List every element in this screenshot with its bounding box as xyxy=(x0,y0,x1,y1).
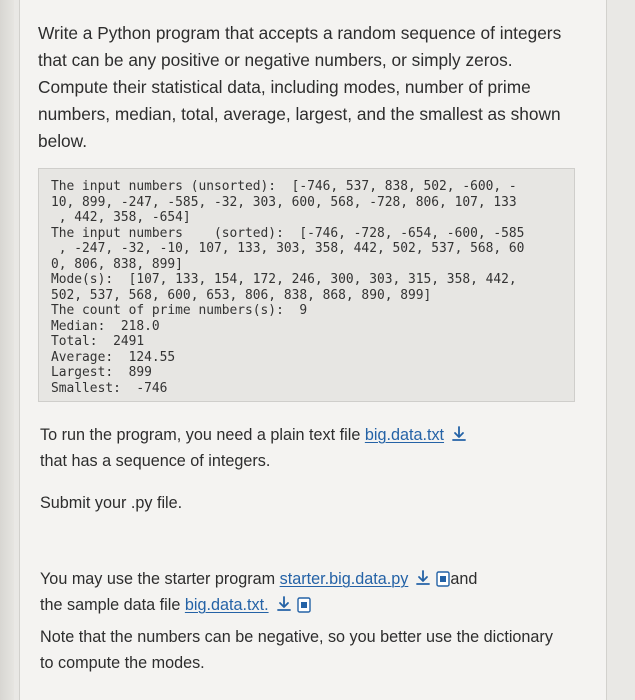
starter-big-data-py-link[interactable]: starter.big.data.py xyxy=(279,570,409,588)
sample-output-line: Smallest: -746 xyxy=(51,380,168,396)
sample-big-data-txt-link[interactable]: big.data.txt. xyxy=(184,596,269,614)
sample-output-line: The input numbers (unsorted): [-746, 537, 838, 502, -600, - xyxy=(51,179,517,194)
download-arrow-icon[interactable] xyxy=(450,425,468,443)
starter-program-text xyxy=(40,566,560,618)
sample-output-line: The count of prime numbers(s): 9 xyxy=(51,303,308,318)
sample-output-line: 0, 806, 838, 899] xyxy=(51,256,183,272)
sample-output-line: Median: 218.0 xyxy=(51,318,160,334)
and-text: and xyxy=(450,570,478,588)
download-arrow-icon[interactable] xyxy=(275,595,293,613)
submit-instruction: Submit your .py file. xyxy=(40,494,183,512)
file-preview-icon[interactable] xyxy=(436,569,450,585)
page-edge xyxy=(0,0,14,700)
sample-output-line: Largest: 899 xyxy=(51,365,152,380)
sample-output-line: Mode(s): [107, 133, 154, 172, 246, 300, 303, 315, 358, 442, xyxy=(51,272,517,287)
sample-output-line: 10, 899, -247, -585, -32, 303, 600, 568, -728, 806, 107, 133 xyxy=(51,194,517,210)
big-data-txt-link[interactable]: big.data.txt xyxy=(364,426,445,444)
sample-output-line: Average: 124.55 xyxy=(51,349,176,365)
run-instructions-tail: that has a sequence of integers. xyxy=(40,452,271,470)
sample-output-line: , 442, 358, -654] xyxy=(51,210,191,225)
sample-output-line: The input numbers (sorted): [-746, -728, -654, -600, -585 xyxy=(51,225,525,241)
run-instructions-text: To run the program, you need a plain text file xyxy=(40,426,365,444)
sample-output-box xyxy=(38,168,575,402)
assignment-intro: Write a Python program that accepts a random sequence of integers that can be any positive or negative numbers, or simply zeros. Compute their statistical data, including modes, number of prime numbers, median, total, average, largest, and the smallest as shown below. xyxy=(38,23,562,151)
sample-output-line: , -247, -32, -10, 107, 133, 303, 358, 442, 502, 537, 568, 60 xyxy=(51,241,525,256)
assignment-card xyxy=(19,0,607,700)
sample-output-line: 502, 537, 568, 600, 653, 806, 838, 868, 890, 899] xyxy=(51,287,432,303)
sample-data-text: the sample data file xyxy=(40,596,185,614)
starter-text: You may use the starter program xyxy=(40,570,280,588)
file-preview-icon[interactable] xyxy=(297,595,311,611)
note-text: Note that the numbers can be negative, so you better use the dictionary to compute the modes. xyxy=(40,628,553,672)
download-arrow-icon[interactable] xyxy=(414,569,432,587)
run-instructions xyxy=(40,422,560,474)
sample-output-line: Total: 2491 xyxy=(51,334,145,349)
